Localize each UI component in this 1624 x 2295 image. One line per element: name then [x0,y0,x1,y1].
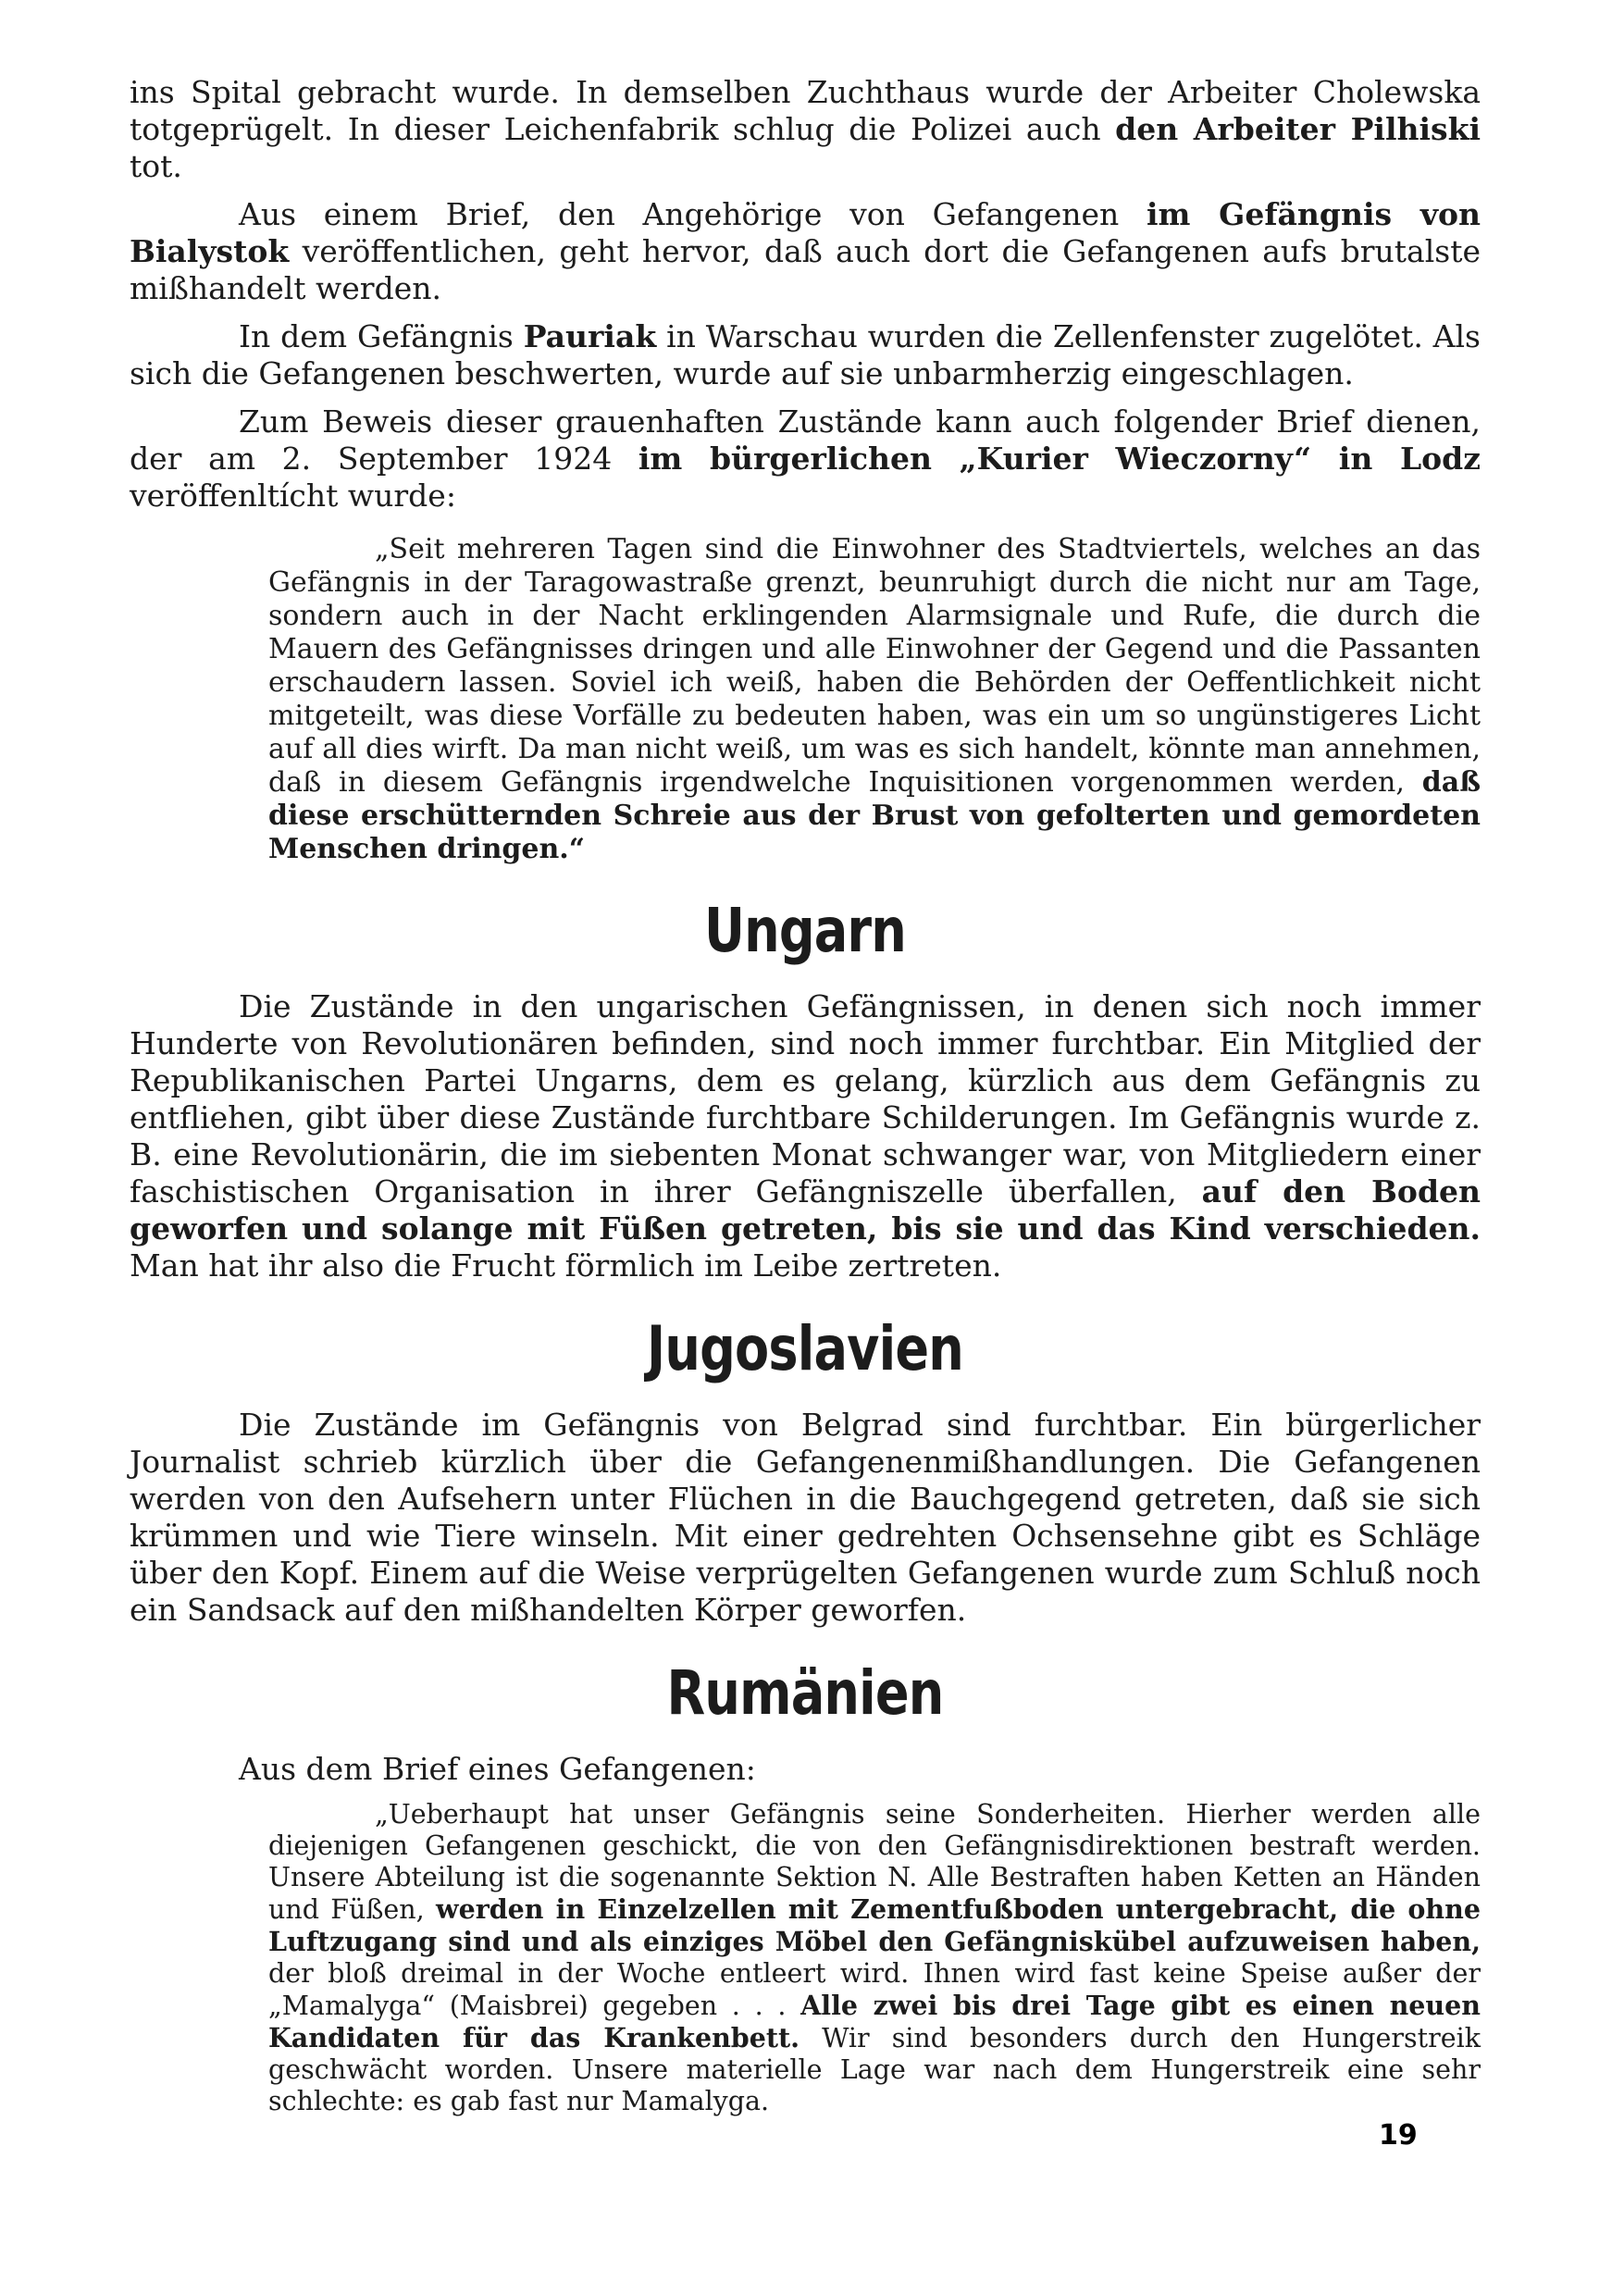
quote-text: der bloß dreimal in der Woche entleert wird. Ihnen wird fast keine Speise außer der „Mamalyga“ (Maisbrei) gegeben . . . [268,1958,1481,2021]
bold-text: auf den Boden geworfen und solange mit Füßen getreten, bis sie und das Kind verschieden. [130,1173,1481,1247]
section-heading-jugoslavien: Jugoslavien [647,1313,963,1384]
paragraph-text: In dem Gefängnis [239,318,524,354]
paragraph-text: veröffentlichen, geht hervor, daß auch dort die Gefangenen aufs brutalste mißhandelt werden. [130,233,1481,306]
paragraph-text: Zum Beweis dieser grauenhaften Zustände kann auch folgender Brief dienen, der am 2. September 1924 [130,403,1481,477]
block-quote-lodz [268,533,1481,866]
bold-name: den Arbeiter Pilhiski [1115,111,1481,147]
paragraph-text: in Warschau wurden die Zellenfenster zugelötet. Als sich die Gefangenen beschwerten, wurde auf sie unbarmherzig eingeschlagen. [130,318,1481,391]
bold-source: im bürgerlichen „Kurier Wieczorny“ in Lodz [638,440,1481,477]
paragraph-text: Aus einem Brief, den Angehörige von Gefangenen [239,196,1147,232]
paragraph-pauriak [130,318,1481,392]
paragraph-text: Man hat ihr also die Frucht förmlich im Leibe zertreten. [130,1247,1002,1284]
paragraph-text: tot. [130,148,182,184]
quote-text: „Ueberhaupt hat unser Gefängnis seine Sonderheiten. Hierher werden alle diejenigen Gefangenen geschickt, die von den Gefängnisdirektionen bestraft werden. Unsere Abteilung ist die sogenannte Sektion N. Alle Bestraften haben Ketten an Händen und Füßen, [268,1799,1481,1925]
document-page [130,74,1481,2143]
page-number: 19 [1379,2119,1418,2152]
bold-place: im Gefängnis von Bialystok [130,196,1481,269]
section-heading-rumaenien: Rumänien [666,1657,944,1729]
block-quote-rumaenien [268,1799,1481,2117]
paragraph-beweis [130,403,1481,515]
paragraph-text: Die Zustände in den ungarischen Gefängnissen, in denen sich noch immer Hunderte von Revolutionären befinden, sind noch immer furchtbar. Ein Mitglied der Republikanischen Partei Ungarns, dem es gelang, kürzlich aus dem Gefängnis zu entfliehen, gibt über diese Zustände furchtbare Schilderungen. Im Gefängnis wurde z. B. eine Revolutionärin, die im siebenten Monat schwanger war, von Mitgliedern einer faschistischen Organisation in ihrer Gefängniszelle überfallen, [130,988,1481,1210]
paragraph-opening [130,74,1481,185]
paragraph-text: ins Spital gebracht wurde. In demselben Zuchthaus wurde der Arbeiter Cholewska totgeprügelt. In dieser Leichenfabrik schlug die Polizei auch [130,74,1481,147]
quote-bold-text: daß diese erschütternden Schreie aus der Brust von gefolterten und gemordeten Menschen dringen.“ [268,766,1481,865]
paragraph-jugoslavien: Die Zustände im Gefängnis von Belgrad sind furchtbar. Ein bürgerlicher Journalist schrieb kürzlich über die Gefangenenmißhandlungen. Die Gefangenen werden von den Aufsehern unter Flüchen in die Bauchgegend getreten, daß sie sich krümmen und wie Tiere winseln. Mit einer gedrehten Ochsensehne gibt es Schläge über den Kopf. Einem auf die Weise verprügelten Gefangenen wurde zum Schluß noch ein Sandsack auf den mißhandelten Körper geworfen. [130,1407,1481,1628]
paragraph-text: veröffenltícht wurde: [130,478,456,514]
quote-text: Wir sind besonders durch den Hungerstreik geschwächt worden. Unsere materielle Lage war nach dem Hungerstreik eine sehr schlechte: es gab fast nur Mamalyga. [268,2023,1481,2116]
bold-place: Pauriak [523,318,657,354]
section-heading-ungarn: Ungarn [703,895,907,966]
quote-text: „Seit mehreren Tagen sind die Einwohner des Stadtviertels, welches an das Gefängnis in der Taragowastraße grenzt, beunruhigt durch die nicht nur am Tage, sondern auch in der Nacht erklingenden Alarmsignale und Rufe, die durch die Mauern des Gefängnisses dringen und alle Einwohner der Gegend und die Passanten erschaudern lassen. Soviel ich weiß, haben die Behörden der Oeffentlichkeit nicht mitgeteilt, was diese Vorfälle zu bedeuten haben, was ein um so ungünstigeres Licht auf all dies wirft. Da man nicht weiß, um was es sich handelt, könnte man annehmen, daß in diesem Gefängnis irgendwelche Inquisitionen vorgenommen werden, [268,533,1481,799]
quote-bold-text: werden in Einzelzellen mit Zementfußboden untergebracht, die ohne Luftzugang sind und als einziges Möbel den Gefängniskübel aufzuweisen haben, [268,1893,1481,1957]
paragraph-rumaenien-intro: Aus dem Brief eines Gefangenen: [239,1751,756,1787]
paragraph-ungarn [130,988,1481,1284]
paragraph-bialystok [130,196,1481,307]
quote-bold-text: Alle zwei bis drei Tage gibt es einen neuen Kandidaten für das Krankenbett. [268,1990,1481,2053]
